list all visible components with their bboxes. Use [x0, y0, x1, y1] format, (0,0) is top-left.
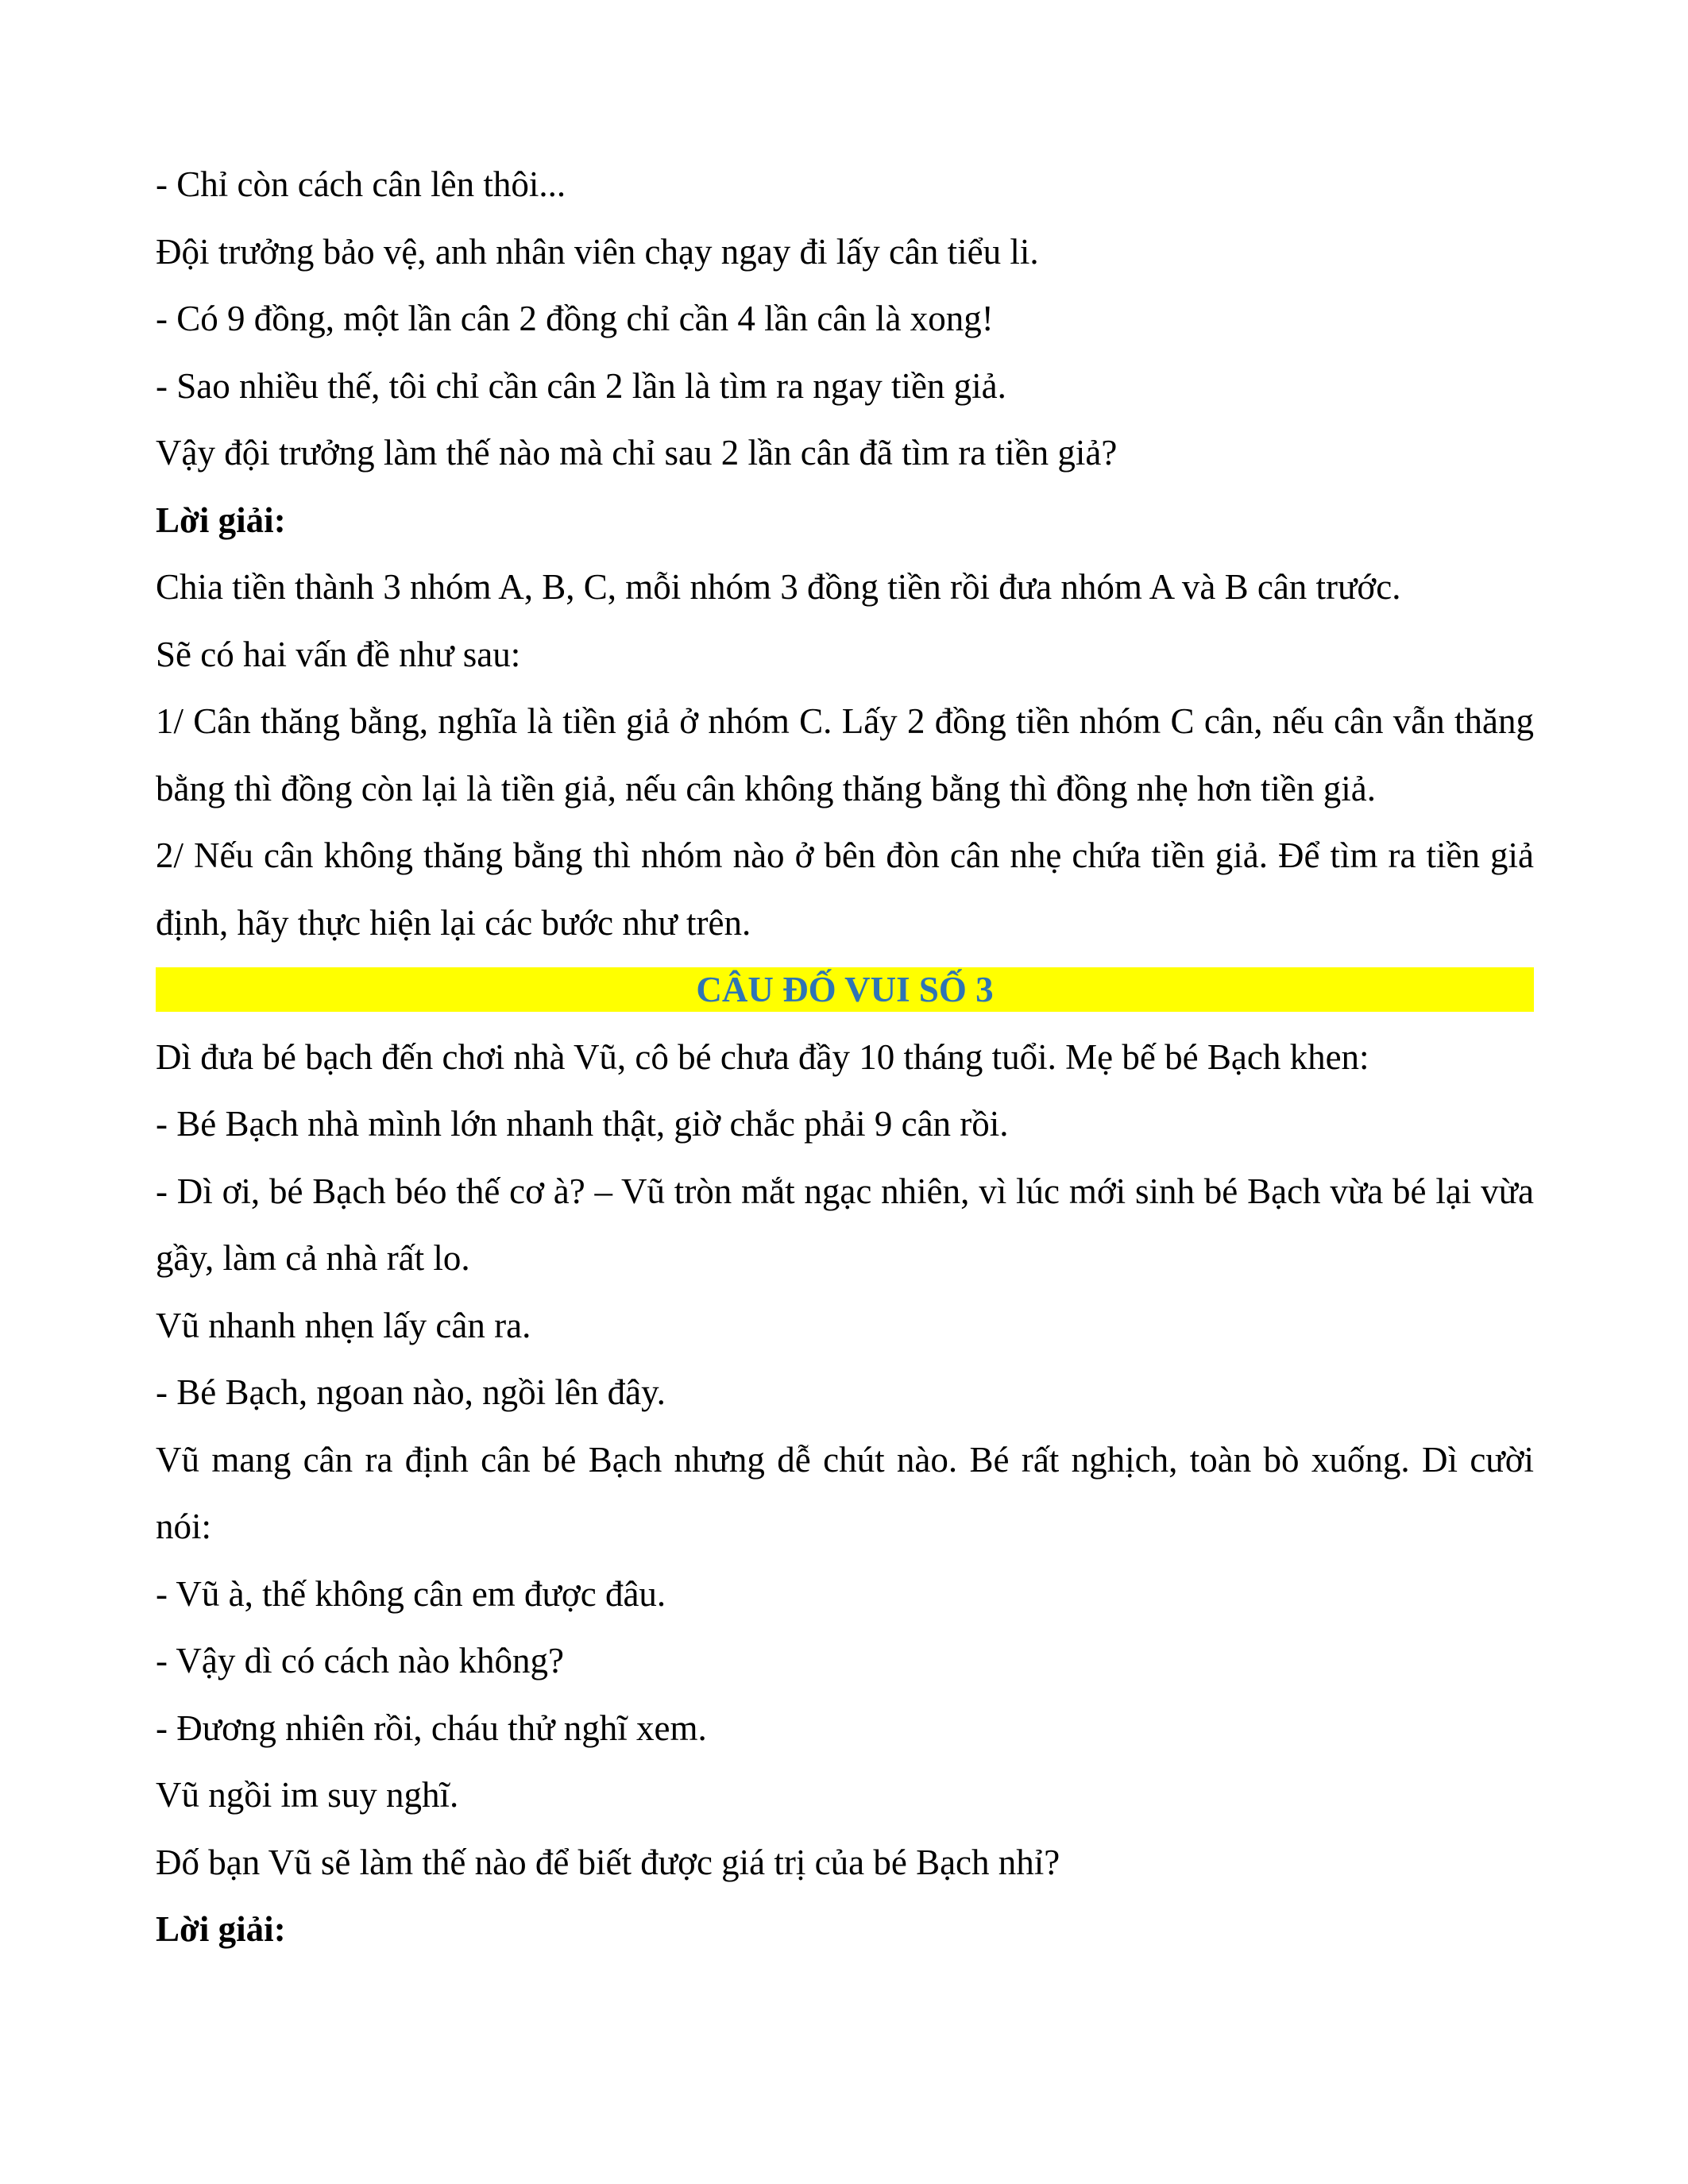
puzzle-line: Vũ ngồi im suy nghĩ. — [156, 1775, 459, 1815]
solution-paragraph: 2/ Nếu cân không thăng bằng thì nhóm nào ở bên đòn cân nhẹ chứa tiền giả. Để tìm ra tiền giả định, hãy thực hiện lại các bước như trên. — [156, 835, 1534, 943]
solution-paragraph: Chia tiền thành 3 nhóm A, B, C, mỗi nhóm 3 đồng tiền rồi đưa nhóm A và B cân trước. — [156, 567, 1401, 607]
intro-line: - Chỉ còn cách cân lên thôi... — [156, 164, 566, 204]
puzzle-paragraph: - Dì ơi, bé Bạch béo thế cơ à? – Vũ tròn mắt ngạc nhiên, vì lúc mới sinh bé Bạch vừa bé lại vừa gầy, làm cả nhà rất lo. — [156, 1171, 1534, 1278]
solution-label: Lời giải: — [156, 500, 286, 540]
document-page — [156, 151, 1534, 1963]
solution-line: Sẽ có hai vấn đề như sau: — [156, 634, 521, 674]
puzzle-line: - Vậy dì có cách nào không? — [156, 1641, 564, 1680]
intro-line: Đội trưởng bảo vệ, anh nhân viên chạy ngay đi lấy cân tiểu li. — [156, 231, 1039, 272]
puzzle-line: - Đương nhiên rồi, cháu thử nghĩ xem. — [156, 1707, 707, 1748]
puzzle-heading: CÂU ĐỐ VUI SỐ 3 — [156, 967, 1534, 1012]
intro-line: - Sao nhiều thế, tôi chỉ cần cân 2 lần là tìm ra ngay tiền giả. — [156, 365, 1006, 406]
puzzle-paragraph: Vũ mang cân ra định cân bé Bạch nhưng dễ chút nào. Bé rất nghịch, toàn bò xuống. Dì cười nói: — [156, 1439, 1534, 1546]
puzzle-question: Đố bạn Vũ sẽ làm thế nào để biết được giá trị của bé Bạch nhỉ? — [156, 1842, 1060, 1882]
puzzle-line: Vũ nhanh nhẹn lấy cân ra. — [156, 1305, 531, 1345]
puzzle-line: - Bé Bạch, ngoan nào, ngồi lên đây. — [156, 1372, 666, 1412]
intro-line: - Có 9 đồng, một lần cân 2 đồng chỉ cần 4 lần cân là xong! — [156, 299, 994, 338]
intro-question: Vậy đội trưởng làm thế nào mà chỉ sau 2 lần cân đã tìm ra tiền giả? — [156, 433, 1118, 473]
puzzle-line: - Vũ à, thế không cân em được đâu. — [156, 1573, 666, 1614]
puzzle-line: Dì đưa bé bạch đến chơi nhà Vũ, cô bé chưa đầy 10 tháng tuổi. Mẹ bế bé Bạch khen: — [156, 1036, 1369, 1077]
solution-paragraph: 1/ Cân thăng bằng, nghĩa là tiền giả ở nhóm C. Lấy 2 đồng tiền nhóm C cân, nếu cân vẫn thăng bằng thì đồng còn lại là tiền giả, nếu cân không thăng bằng thì đồng nhẹ hơn tiền giả. — [156, 701, 1534, 808]
solution-label: Lời giải: — [156, 1909, 286, 1949]
puzzle-line: - Bé Bạch nhà mình lớn nhanh thật, giờ chắc phải 9 cân rồi. — [156, 1104, 1009, 1144]
